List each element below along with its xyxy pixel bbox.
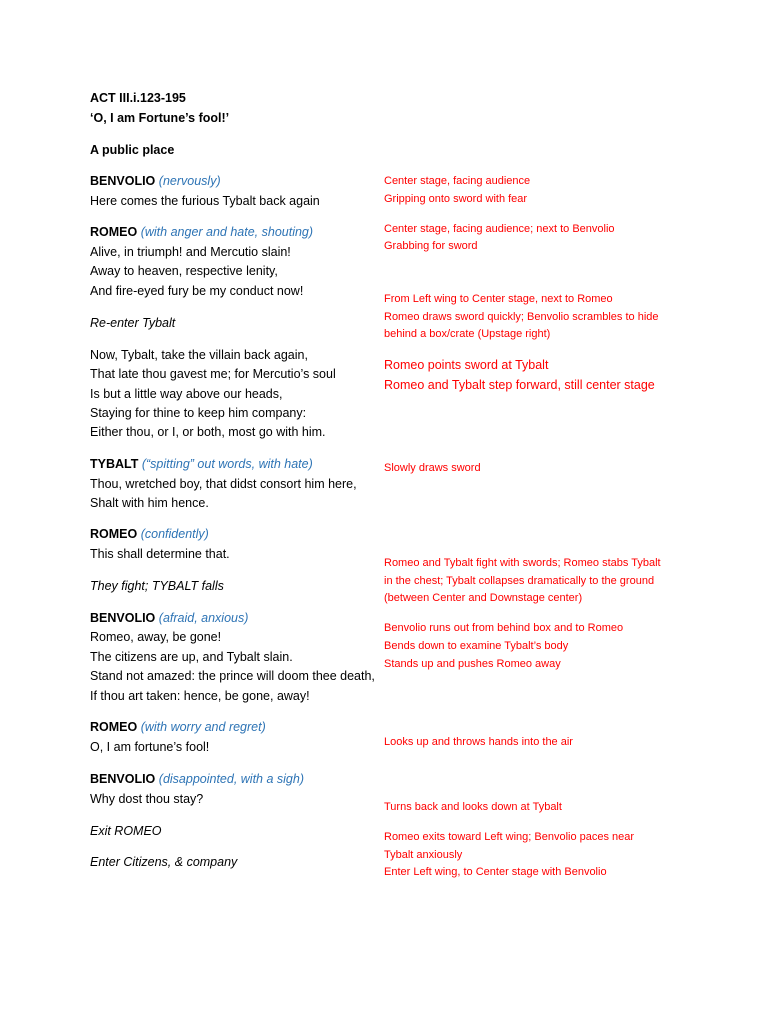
blocking-note: From Left wing to Center stage, next to Romeo [384,293,613,305]
blocking-note: Enter Left wing, to Center stage with Benvolio [384,866,607,878]
dialogue-line: Why dost thou stay? [90,792,204,806]
dialogue-line: This shall determine that. [90,547,230,561]
dialogue-line: Now, Tybalt, take the villain back again, [90,348,308,362]
dialogue-line: Away to heaven, respective lenity, [90,264,278,278]
blocking-note: Center stage, facing audience [384,175,531,187]
blocking-note: Looks up and throws hands into the air [384,736,573,748]
blocking-note: Tybalt anxiously [384,849,463,861]
speaker-line [90,527,209,541]
dialogue-line: Staying for thine to keep him company: [90,406,307,420]
stage-direction: They fight; TYBALT falls [90,579,224,593]
dialogue-line: Thou, wretched boy, that didst consort him here, [90,477,357,491]
speaker-line [90,174,221,188]
speaker-line [90,772,304,786]
dialogue-line: Here comes the furious Tybalt back again [90,194,320,208]
dialogue-line: That late thou gavest me; for Mercutio’s soul [90,367,336,381]
speaker-name: BENVOLIO [90,611,156,625]
speaker-line [90,457,313,471]
blocking-note: Turns back and looks down at Tybalt [384,801,562,813]
dialogue-line: Stand not amazed: the prince will doom thee death, [90,669,375,683]
speaker-line [90,225,313,239]
dialogue-line: The citizens are up, and Tybalt slain. [90,650,293,664]
acting-direction: (“spitting” out words, with hate) [141,457,313,471]
stage-direction: Enter Citizens, & company [90,855,238,869]
blocking-note: behind a box/crate (Upstage right) [384,328,551,340]
dialogue-line: If thou art taken: hence, be gone, away! [90,689,310,703]
scene-quote: ‘O, I am Fortune’s fool!’ [90,111,230,125]
dialogue-line: And fire-eyed fury be my conduct now! [90,284,304,298]
speaker-line [90,611,248,625]
speaker-name: BENVOLIO [90,174,156,188]
acting-direction: (disappointed, with a sigh) [158,772,305,786]
dialogue-line: Shalt with him hence. [90,496,209,510]
blocking-note: Bends down to examine Tybalt’s body [384,640,569,652]
speaker-name: BENVOLIO [90,772,156,786]
acting-direction: (afraid, anxious) [158,611,249,625]
blocking-note: Romeo points sword at Tybalt [384,358,549,372]
scene-setting: A public place [90,143,175,157]
blocking-note: Center stage, facing audience; next to Benvolio [384,223,615,235]
blocking-note: Slowly draws sword [384,462,481,474]
dialogue-line: Romeo, away, be gone! [90,630,222,644]
blocking-note: in the chest; Tybalt collapses dramatically to the ground [384,575,655,587]
stage-direction: Exit ROMEO [90,824,162,838]
blocking-note: Stands up and pushes Romeo away [384,658,561,670]
speaker-name: ROMEO [90,720,138,734]
blocking-note: Grabbing for sword [384,240,478,252]
speaker-name: TYBALT [90,457,139,471]
blocking-note: Romeo and Tybalt step forward, still center stage [384,378,655,392]
blocking-note: Benvolio runs out from behind box and to Romeo [384,622,624,634]
dialogue-line: O, I am fortune’s fool! [90,740,210,754]
dialogue-line: Either thou, or I, or both, most go with him. [90,425,326,439]
speaker-name: ROMEO [90,527,138,541]
blocking-note: Gripping onto sword with fear [384,193,528,205]
blocking-note: Romeo draws sword quickly; Benvolio scrambles to hide [384,311,659,323]
blocking-note: Romeo exits toward Left wing; Benvolio paces near [384,831,635,843]
acting-direction: (with worry and regret) [140,720,266,734]
dialogue-line: Is but a little way above our heads, [90,387,283,401]
speaker-name: ROMEO [90,225,138,239]
speaker-line [90,720,266,734]
blocking-note: Romeo and Tybalt fight with swords; Romeo stabs Tybalt [384,557,661,569]
act-heading: ACT III.i.123-195 [90,91,186,105]
acting-direction: (confidently) [140,527,209,541]
blocking-note: (between Center and Downstage center) [384,592,583,604]
dialogue-line: Alive, in triumph! and Mercutio slain! [90,245,291,259]
acting-direction: (with anger and hate, shouting) [140,225,314,239]
stage-direction: Re-enter Tybalt [90,316,176,330]
acting-direction: (nervously) [158,174,221,188]
